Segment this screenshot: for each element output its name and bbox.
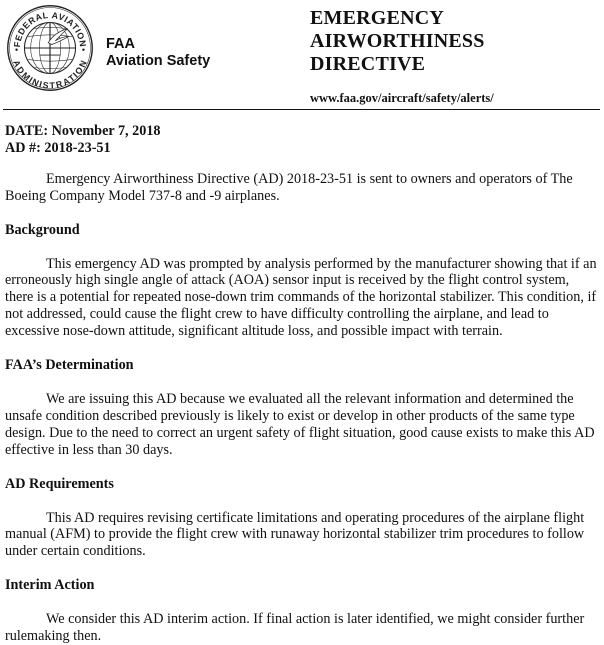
section-heading-ad-requirements: AD Requirements (5, 475, 114, 492)
section-heading-interim-action: Interim Action (5, 577, 95, 594)
section-body-interim-action: We consider this AD interim action. If final action is later identified, we might consider further rulemaking then. (5, 611, 585, 645)
ad-number: AD #: 2018-23-51 (5, 139, 111, 156)
title-line-2: AIRWORTHINESS (310, 30, 485, 52)
brand-line-aviation-safety: Aviation Safety (106, 53, 211, 69)
header-divider (3, 109, 600, 110)
svg-text:FEDERAL AVIATION: FEDERAL AVIATION (11, 10, 89, 48)
section-body-ad-requirements: This AD requires revising certificate limitations and operating procedures of the airplane flight manual (AFM) to provide the flight crew with runaway horizontal stabilizer trim procedures to follow under certain conditions. (5, 509, 585, 560)
alerts-url: www.faa.gov/aircraft/safety/alerts/ (310, 91, 494, 105)
svg-text:ADMINISTRATION: ADMINISTRATION (11, 58, 89, 91)
section-body-background: This emergency AD was prompted by analysis performed by the manufacturer showing that if an erroneously high single angle of attack (AOA) sensor input is received by the flight control system, there is a potential for repeated nose-down trim commands of the horizontal stabilizer. This condition, if not addressed, could cause the flight crew to have difficulty controlling the airplane, and lead to excessive nose-down attitude, significant altitude loss, and possible impact with terrain. (5, 255, 597, 340)
document-body (5, 123, 599, 645)
faa-brand (106, 36, 210, 70)
brand-line-faa: FAA (106, 36, 135, 52)
section-heading-faa-determination: FAA’s Determination (5, 357, 134, 374)
section-body-faa-determination: We are issuing this AD because we evaluated all the relevant information and determined the unsafe condition described previously is likely to exist or develop in other products of the same type design. Due to the need to correct an urgent safety of flight situation, good cause exists to make this AD effective in less than 30 days. (5, 390, 595, 458)
intro-paragraph: Emergency Airworthiness Directive (AD) 2018-23-51 is sent to owners and operators of The Boeing Company Model 737-8 and -9 airplanes. (5, 170, 573, 204)
title-line-1: EMERGENCY (310, 7, 445, 29)
ad-date: DATE: November 7, 2018 (5, 123, 161, 139)
section-heading-background: Background (5, 221, 80, 238)
faa-seal-icon (6, 4, 94, 92)
document-title (310, 7, 485, 76)
title-line-3: DIRECTIVE (310, 53, 426, 75)
